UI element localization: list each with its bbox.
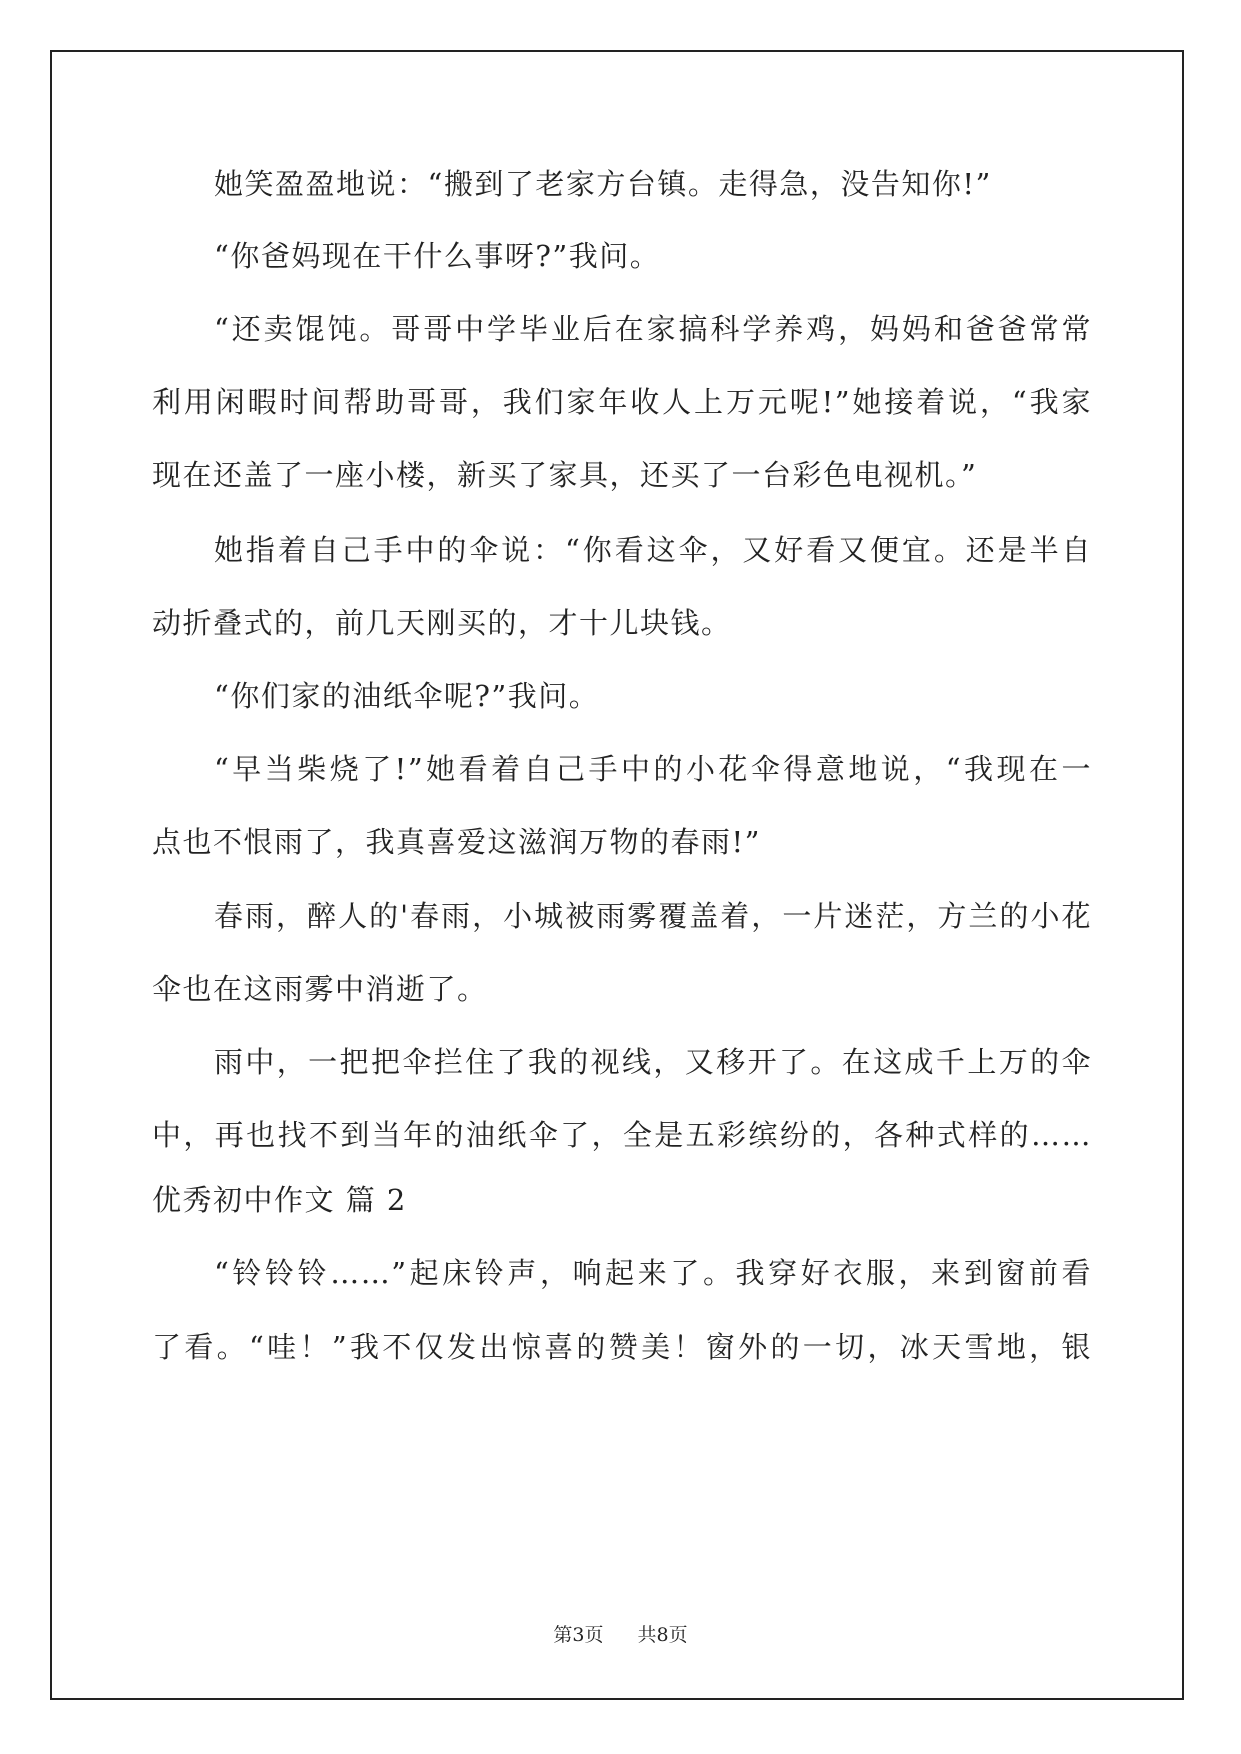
- paragraph-line: 她笑盈盈地说：“搬到了老家方台镇。走得急，没告知你!”: [214, 167, 992, 201]
- paragraph-line: 雨中，一把把伞拦住了我的视线，又移开了。在这成千上万的伞: [214, 1045, 1092, 1079]
- paragraph-line: 动折叠式的，前几天刚买的，才十儿块钱。: [152, 606, 732, 640]
- paragraph-line: 中，再也找不到当年的油纸伞了，全是五彩缤纷的，各种式样的……: [152, 1118, 1092, 1152]
- paragraph-line: “早当柴烧了!”她看着自己手中的小花伞得意地说，“我现在一: [214, 752, 1092, 786]
- paragraph-line: 伞也在这雨雾中消逝了。: [152, 972, 488, 1006]
- paragraph-line: “还卖馄饨。哥哥中学毕业后在家搞科学养鸡，妈妈和爸爸常常: [214, 312, 1092, 346]
- page-total: 共8页: [637, 1624, 688, 1646]
- page-footer: [0, 1622, 1241, 1648]
- paragraph-line: 春雨，醉人的'春雨，小城被雨雾覆盖着，一片迷茫，方兰的小花: [214, 899, 1092, 933]
- page-border: [50, 50, 1184, 1700]
- page-number: 第3页: [553, 1624, 604, 1646]
- paragraph-line: “铃铃铃……”起床铃声，响起来了。我穿好衣服，来到窗前看: [214, 1256, 1092, 1290]
- paragraph-line: “你爸妈现在干什么事呀?”我问。: [214, 239, 661, 273]
- section-heading: 优秀初中作文 篇 2: [152, 1183, 407, 1217]
- paragraph-line: 利用闲暇时间帮助哥哥，我们家年收人上万元呢!”她接着说，“我家: [152, 385, 1092, 419]
- paragraph-line: 了看。“哇！”我不仅发出惊喜的赞美！窗外的一切，冰天雪地，银: [152, 1330, 1092, 1364]
- paragraph-line: “你们家的油纸伞呢?”我问。: [214, 679, 600, 713]
- paragraph-line: 她指着自己手中的伞说：“你看这伞，又好看又便宜。还是半自: [214, 533, 1092, 567]
- paragraph-line: 现在还盖了一座小楼，新买了家具，还买了一台彩色电视机。”: [152, 458, 978, 492]
- paragraph-line: 点也不恨雨了，我真喜爱这滋润万物的春雨!”: [152, 825, 761, 859]
